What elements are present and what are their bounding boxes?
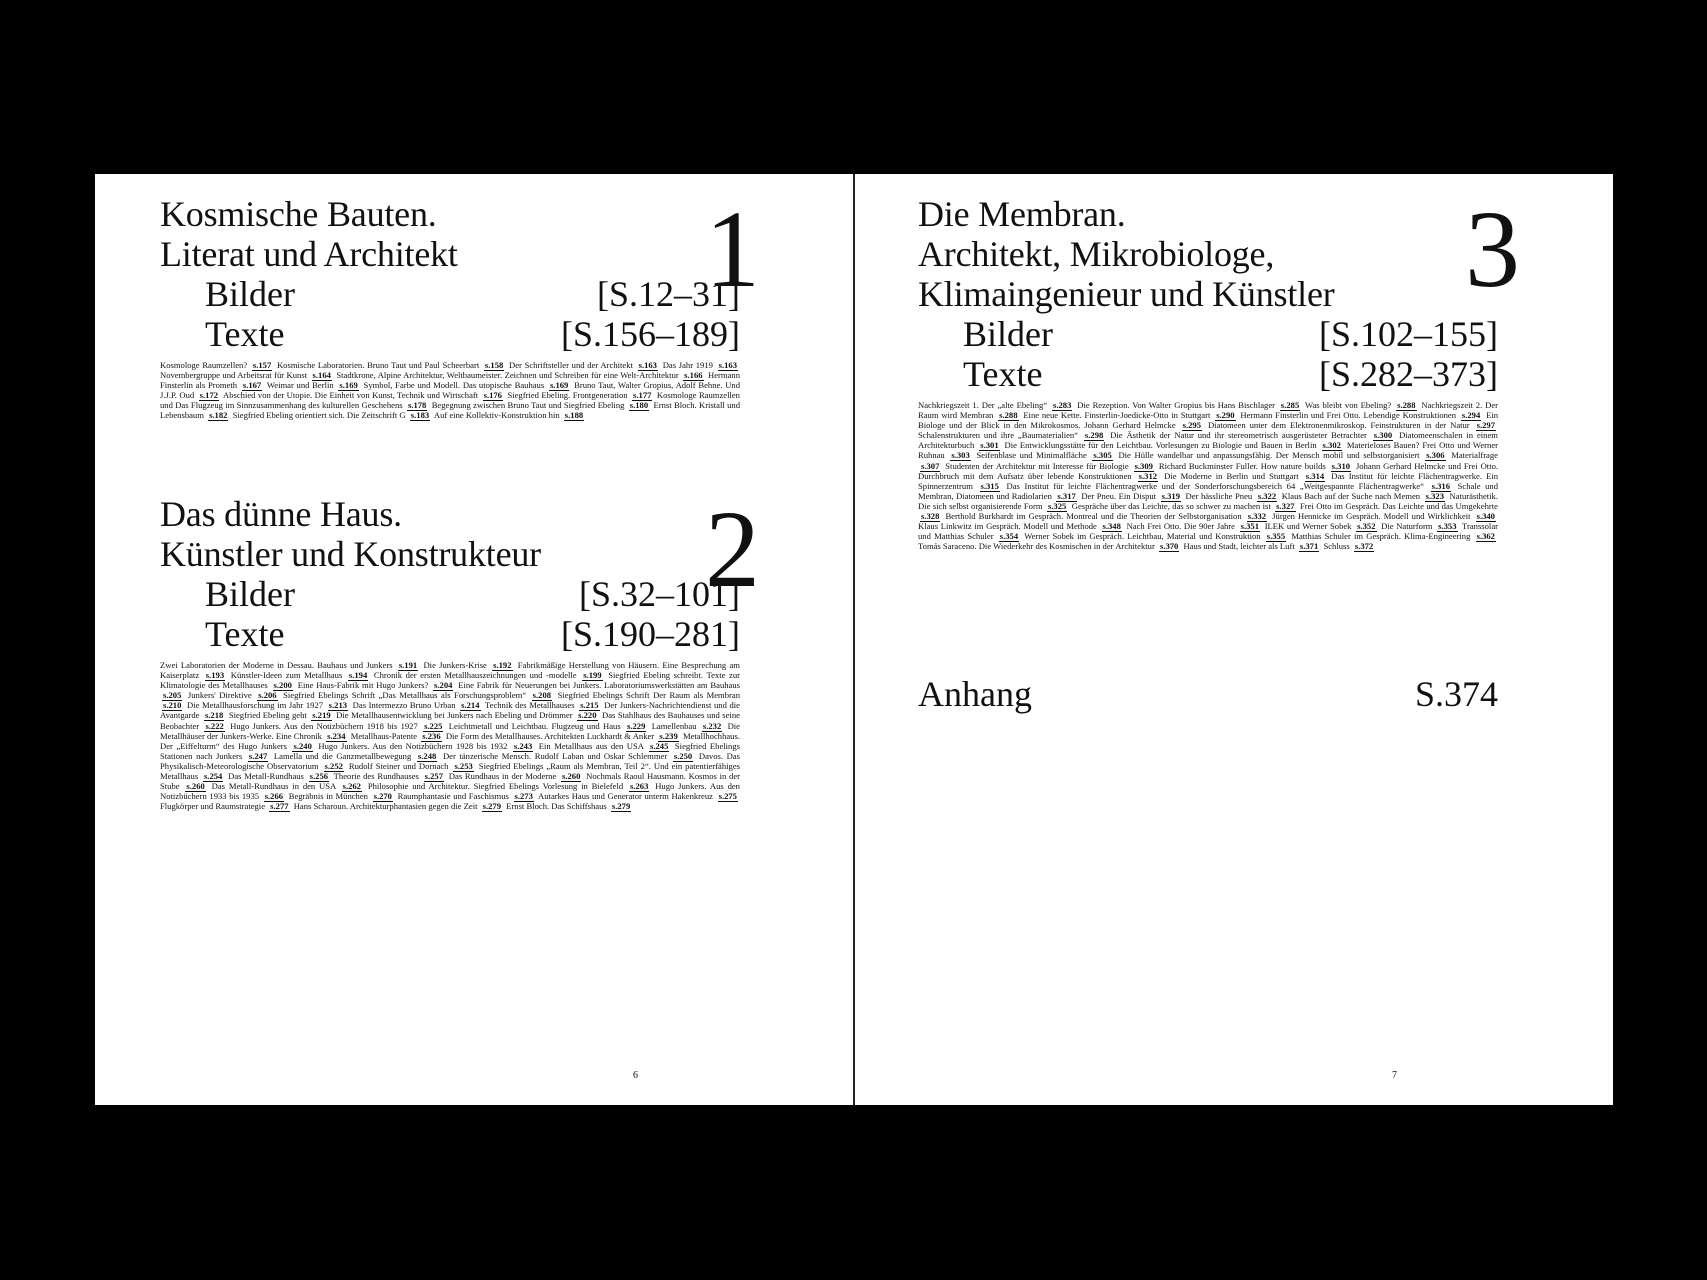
toc-page-ref[interactable]: s.214 — [461, 700, 480, 711]
toc-entry-title: Nachkriegszeit 1. Der „alte Ebeling“ — [918, 400, 1051, 410]
toc-entry-title: Metallhaus-Patente — [350, 730, 420, 741]
bilder-row — [160, 574, 740, 614]
toc-page-ref[interactable]: s.236 — [422, 730, 441, 741]
toc-entry-title: Hans Scharoun. Architekturphantasien gegen die Zeit — [293, 801, 480, 812]
toc-entry-title: Das Institut für leichte Flächentragwerke und der Sonderforschungsbereich 64 „Weitgespannte Flächentragwerke“ — [1006, 480, 1429, 491]
toc-entry-title: Eine neue Kette. Finsterlin-Joedicke-Otto in Stuttgart — [1023, 410, 1214, 421]
toc-page-ref[interactable]: s.222 — [205, 720, 224, 731]
texte-label: Texte — [205, 614, 285, 654]
toc-page-ref[interactable]: s.218 — [204, 710, 224, 721]
toc-entry-title: Das Intermezzo Bruno Urban — [352, 700, 459, 711]
toc-entry-title: Begräbnis in München — [288, 791, 371, 802]
toc-page-ref[interactable]: s.285 — [1280, 400, 1300, 410]
toc-page-ref[interactable]: s.229 — [626, 720, 646, 731]
toc-page-ref[interactable]: s.263 — [630, 781, 649, 792]
toc-entries — [160, 660, 740, 811]
toc-entry-title: Klaus Bach auf der Suche nach Memen — [1281, 490, 1423, 501]
toc-page-ref[interactable]: s.164 — [312, 370, 331, 381]
toc-page-ref[interactable]: s.348 — [1102, 521, 1121, 532]
toc-page-ref[interactable]: s.256 — [309, 771, 329, 782]
toc-entries — [160, 360, 740, 421]
toc-page-ref[interactable]: s.213 — [328, 700, 348, 711]
toc-page-ref[interactable]: s.200 — [273, 680, 292, 691]
toc-entry-title: Stadtkrone, Alpine Architektur, Weltbaumeister. Zeichnen und Schreiben für eine Welt-Architektur — [336, 370, 682, 381]
chapter-number: 2 — [705, 488, 760, 610]
toc-entry-title: Schluss — [1323, 541, 1352, 552]
chapter-title: Kosmische Bauten. — [160, 194, 437, 234]
toc-page-ref[interactable]: s.247 — [248, 750, 268, 761]
chapter-3 — [918, 194, 1498, 551]
toc-page-ref[interactable]: s.316 — [1431, 480, 1450, 491]
toc-page-ref[interactable]: s.372 — [1354, 541, 1374, 552]
toc-page-ref[interactable]: s.290 — [1216, 410, 1235, 421]
toc-page-ref[interactable]: s.215 — [580, 700, 599, 711]
toc-entry-title: Ein Metallhaus aus den USA — [538, 740, 647, 751]
toc-page-ref[interactable]: s.310 — [1331, 460, 1351, 471]
toc-entry-title: Das Metall-Rundhaus — [228, 771, 307, 782]
bilder-range: [S.102–155] — [1319, 314, 1498, 354]
toc-page-ref[interactable]: s.205 — [163, 690, 182, 701]
toc-entry-title: Kosmische Laboratorien. Bruno Taut und Paul Scheerbart — [276, 360, 482, 370]
toc-entry-title: Eine Haus-Fabrik mit Hugo Junkers? — [297, 680, 432, 691]
toc-entry-title: Diatomeenschalen in einem Architekturbuch — [918, 430, 1498, 451]
toc-page-ref[interactable]: s.169 — [339, 380, 358, 391]
bilder-label: Bilder — [205, 274, 295, 314]
toc-page-ref[interactable]: s.340 — [1476, 511, 1495, 522]
chapter-number: 3 — [1465, 188, 1520, 310]
toc-entry-title: Der hässliche Pneu — [1185, 490, 1255, 501]
toc-page-ref[interactable]: s.262 — [342, 781, 361, 792]
toc-entry-title: Weimar und Berlin — [266, 380, 337, 391]
texte-range: [S.156–189] — [561, 314, 740, 354]
toc-entry-title: Jürgen Hennicke im Gespräch. Modell und Wirklichkeit — [1272, 511, 1474, 522]
toc-entry-title: Schale und Membran, Diatomeen und Radiolarien — [918, 480, 1499, 501]
texte-row — [160, 614, 740, 654]
toc-entry-title: Siegfried Ebelings Schrift „Das Metallhaus als Forschungsproblem“ — [283, 690, 530, 701]
toc-entry-title: Die Hülle wandelbar und anpassungsfähig. Der Mensch mobil und selbstorganisiert — [1118, 450, 1424, 461]
toc-entry-title: Studenten der Architektur mit Interesse für Biologie — [945, 460, 1132, 471]
toc-entry-title: Lamella und die Ganzmetallbewegung — [273, 750, 415, 761]
toc-page-ref[interactable]: s.252 — [324, 760, 343, 771]
toc-page-ref[interactable]: s.302 — [1322, 440, 1341, 451]
toc-entry-title: Symbol, Farbe und Modell. Das utopische Bauhaus — [363, 380, 547, 391]
toc-entry-title: Was bleibt von Ebeling? — [1305, 400, 1395, 410]
toc-entry-title: Materieloses Bauen? Frei Otto und Werner Ruhnau — [918, 440, 1499, 461]
chapter-title: Das dünne Haus. — [160, 494, 402, 534]
toc-entry-title: Transsolar und Matthias Schuler — [918, 521, 1499, 542]
toc-page-ref[interactable]: s.180 — [629, 400, 649, 411]
toc-page-ref[interactable]: s.172 — [199, 390, 219, 401]
bilder-range: [S.12–31] — [597, 274, 740, 314]
toc-page-ref[interactable]: s.208 — [532, 690, 552, 701]
anhang-section — [918, 674, 1498, 714]
toc-page-ref[interactable]: s.183 — [410, 410, 430, 421]
toc-entry-title: Bruno Taut, Walter Gropius, Adolf Behne. Und J.J.P. Oud — [160, 380, 741, 401]
toc-page-ref[interactable]: s.288 — [999, 410, 1018, 421]
toc-page-ref[interactable]: s.253 — [454, 760, 473, 771]
toc-page-ref[interactable]: s.234 — [327, 730, 346, 741]
page-number: 7 — [1392, 1070, 1397, 1081]
toc-entry-title: Davos. Das Physikalisch-Meteorologische Observatorium — [160, 750, 740, 771]
toc-page-ref[interactable]: s.166 — [684, 370, 703, 381]
toc-page-ref[interactable]: s.266 — [264, 791, 284, 802]
chapter-subtitle: Künstler und Konstrukteur — [160, 534, 541, 574]
toc-page-ref[interactable]: s.257 — [424, 771, 444, 782]
toc-entry-title: Das Institut für leichte Flächentragwerke. Ein Spinnerzentrum — [918, 470, 1498, 491]
toc-entry-title: Die Metallhausforschung im Jahr 1927 — [187, 700, 326, 711]
toc-entry-title: Junkers' Direktive — [187, 690, 256, 701]
toc-page-ref[interactable]: s.353 — [1438, 521, 1457, 532]
chapter-2 — [160, 494, 740, 811]
toc-page-ref[interactable]: s.352 — [1357, 521, 1376, 532]
toc-entry-title: Seifenblase und Minimalfläche — [976, 450, 1091, 461]
toc-entry-title: Chronik der ersten Metallhauszeichnungen und -modelle — [373, 670, 581, 681]
toc-entry-title: Frei Otto im Gespräch. Das Leichte und das Umgekehrte — [1299, 500, 1498, 511]
toc-page-ref[interactable]: s.323 — [1425, 490, 1444, 501]
toc-entry-title: Rudolf Steiner und Dornach — [348, 760, 452, 771]
bilder-label: Bilder — [963, 314, 1053, 354]
toc-page-ref[interactable]: s.312 — [1138, 470, 1158, 481]
texte-label: Texte — [963, 354, 1043, 394]
toc-entry-title: Der tänzerische Mensch. Rudolf Laban und Oskar Schlemmer — [442, 750, 671, 761]
toc-page-ref[interactable]: s.204 — [434, 680, 453, 691]
toc-entry-title: Siegfried Ebelings „Raum als Membran, Teil 2“. Und ein patentierfähiges Metallhaus — [160, 760, 740, 782]
toc-entry-title: Abschied von der Utopie. Die Einheit von Kunst, Technik und Wirtschaft — [223, 390, 481, 401]
toc-page-ref[interactable]: s.225 — [424, 720, 443, 731]
anhang-row — [918, 674, 1498, 714]
toc-entry-title: Künstler-Ideen zum Metallhaus — [230, 670, 346, 681]
toc-page-ref[interactable]: s.167 — [242, 380, 262, 391]
toc-entry-title: Die Entwicklungsstätte für den Leichtbau. Vorlesungen zu Biologie und Bauen in Berlin — [1004, 440, 1320, 451]
toc-entry-title: Lamellenbau — [651, 720, 700, 731]
toc-entry-title: Kosmologe Raumzellen? — [160, 360, 250, 370]
anhang-label: Anhang — [918, 674, 1032, 714]
toc-entry-title: Theorie des Rundhauses — [333, 771, 422, 782]
toc-entry-title: Siegfried Ebeling geht — [228, 710, 310, 721]
bilder-row — [160, 274, 740, 314]
texte-row — [918, 354, 1498, 394]
toc-page-ref[interactable]: s.260 — [561, 771, 581, 782]
chapter-1 — [160, 194, 740, 421]
toc-page-ref[interactable]: s.273 — [514, 791, 533, 802]
toc-entry-title: Nochmals Raoul Hausmann. Kosmos in der Stube — [160, 771, 741, 792]
texte-label: Texte — [205, 314, 285, 354]
toc-page-ref[interactable]: s.192 — [493, 660, 512, 670]
toc-entry-title: Auf eine Kollektiv-Konstruktion hin — [433, 410, 562, 421]
toc-entries — [918, 400, 1498, 551]
texte-row — [160, 314, 740, 354]
toc-page-ref[interactable]: s.260 — [186, 781, 205, 792]
toc-page-ref[interactable]: s.294 — [1461, 410, 1481, 421]
toc-page-ref[interactable]: s.275 — [718, 791, 737, 802]
toc-entry-title: Zwei Laboratorien der Moderne in Dessau. Bauhaus und Junkers — [160, 660, 396, 670]
toc-page-ref[interactable]: s.314 — [1305, 470, 1325, 481]
toc-page-ref[interactable]: s.315 — [980, 480, 999, 491]
toc-entry-title: Das Jahr 1919 — [662, 360, 716, 370]
chapter-subtitle: Literat und Architekt — [160, 234, 458, 274]
right-page — [855, 174, 1613, 1105]
toc-entry-title: Philosophie und Architektur. Siegfried Ebelings Vorlesung in Bielefeld — [367, 781, 627, 792]
toc-entry-title: Die Metallhausentwicklung bei Junkers nach Ebeling und Drömmer — [336, 710, 576, 721]
toc-page-ref[interactable]: s.240 — [293, 740, 312, 751]
toc-page-ref[interactable]: s.301 — [980, 440, 999, 451]
toc-entry-title: Richard Buckminster Fuller. How nature builds — [1158, 460, 1329, 471]
chapter-subtitle: Klimaingenieur und Künstler — [918, 274, 1335, 314]
toc-entry-title: Leichtmetall und Leichtbau. Flugzeug und Haus — [448, 720, 624, 731]
toc-entry-title: Berthold Burkhardt im Gespräch. Montreal und die Theorien der Selbstorganisation — [945, 511, 1245, 522]
bilder-range: [S.32–101] — [579, 574, 740, 614]
toc-entry-title: ILEK und Werner Sobek — [1264, 521, 1355, 532]
toc-entry-title: Naturästhetik. Die sich selbst organisierende Form — [918, 490, 1498, 511]
toc-page-ref[interactable]: s.254 — [203, 771, 223, 782]
toc-page-ref[interactable]: s.305 — [1093, 450, 1112, 461]
toc-page-ref[interactable]: s.351 — [1240, 521, 1260, 532]
toc-page-ref[interactable]: s.178 — [407, 400, 427, 411]
toc-page-ref[interactable]: s.362 — [1476, 531, 1495, 542]
chapter-subtitle: Architekt, Mikrobiologe, — [918, 234, 1275, 274]
toc-page-ref[interactable]: s.306 — [1426, 450, 1445, 461]
toc-page-ref[interactable]: s.194 — [348, 670, 368, 681]
toc-entry-title: Klaus Linkwitz im Gespräch. Modell und Methode — [918, 521, 1100, 532]
toc-entry-title: Hugo Junkers. Aus den Notizbüchern 1928 bis 1932 — [318, 740, 511, 751]
toc-entry-title: Nachkriegszeit 2. Der Raum wird Membran — [918, 400, 1498, 421]
toc-entry-title: Technik des Metallhauses — [484, 700, 578, 711]
toc-entry-title: Hermann Finsterlin als Prometh — [160, 370, 740, 391]
toc-entry-title: Die Form des Metallhauses. Architekten Luckhardt & Anker — [445, 730, 657, 741]
toc-entry-title: Die Naturform — [1381, 521, 1436, 532]
toc-page-ref[interactable]: s.270 — [373, 791, 392, 802]
toc-page-ref[interactable]: s.232 — [702, 720, 722, 731]
toc-page-ref[interactable]: s.158 — [484, 360, 504, 370]
toc-page-ref[interactable]: s.277 — [270, 801, 289, 812]
toc-entry-title: Der Schriftsteller und der Architekt — [509, 360, 636, 370]
toc-page-ref[interactable]: s.163 — [718, 360, 738, 370]
toc-entry-title: Die Ästhetik der Natur und ihr stereometrisch ausgerüsteter Betrachter — [1110, 430, 1371, 441]
toc-entry-title: Hugo Junkers. Aus den Notizbüchern 1933 bis 1935 — [160, 781, 740, 802]
toc-page-ref[interactable]: s.370 — [1159, 541, 1179, 552]
toc-entry-title: Siegfried Ebelings Schrift Der Raum als Membran — [557, 690, 740, 701]
toc-entry-title: Materialfrage — [1451, 450, 1498, 461]
toc-page-ref[interactable]: s.219 — [312, 710, 331, 721]
toc-page-ref[interactable]: s.327 — [1276, 500, 1295, 511]
toc-page-ref[interactable]: s.300 — [1373, 430, 1393, 441]
toc-entry-title: Novembergruppe und Arbeitsrat für Kunst — [160, 370, 310, 381]
toc-entry-title: Raumphantasie und Faschismus — [397, 791, 512, 802]
toc-page-ref[interactable]: s.188 — [564, 410, 584, 421]
toc-entry-title: Autarkes Haus und Generator unterm Hakenkreuz — [538, 791, 716, 802]
toc-entry-title: Diatomeen unter dem Elektronenmikroskop. Feinstrukturen in der Natur — [1207, 420, 1474, 431]
toc-entry-title: Ein Biologe und der Blick in den Mikrokosmos. Johann Gerhard Helmcke — [918, 410, 1498, 431]
toc-page-ref[interactable]: s.303 — [951, 450, 970, 461]
page-number: 6 — [633, 1070, 638, 1081]
toc-entry-title: Das Rundhaus in der Moderne — [448, 771, 559, 782]
toc-entry-title: Ernst Bloch. Das Schiffshaus — [506, 801, 609, 812]
toc-page-ref[interactable]: s.199 — [583, 670, 602, 681]
toc-page-ref[interactable]: s.248 — [417, 750, 437, 761]
toc-page-ref[interactable]: s.279 — [482, 801, 502, 812]
toc-page-ref[interactable]: s.319 — [1161, 490, 1180, 501]
toc-entry-title: Flugkörper und Raumstrategie — [160, 801, 268, 812]
toc-entry-title: Die Moderne in Berlin und Stuttgart — [1164, 470, 1303, 481]
toc-page-ref[interactable]: s.297 — [1476, 420, 1496, 431]
toc-entry-title: Die Metallhäuser der Junkers-Werke. Eine Chronik — [160, 720, 740, 741]
chapter-title: Die Membran. — [918, 194, 1126, 234]
toc-entry-title: Werner Sobek im Gespräch. Leichtbau, Material und Konstruktion — [1024, 531, 1264, 542]
left-page — [95, 174, 853, 1105]
anhang-page: S.374 — [1414, 674, 1498, 714]
toc-page-ref[interactable]: s.371 — [1299, 541, 1319, 552]
toc-page-ref[interactable]: s.157 — [252, 360, 272, 370]
toc-page-ref[interactable]: s.279 — [611, 801, 631, 812]
toc-page-ref[interactable]: s.354 — [999, 531, 1019, 542]
toc-page-ref[interactable]: s.307 — [921, 460, 940, 471]
toc-entry-title: Tomás Saraceno. Die Wiederkehr des Kosmischen in der Architektur — [918, 541, 1157, 552]
toc-page-ref[interactable]: s.239 — [659, 730, 678, 741]
toc-entry-title: Nach Frei Otto. Die 90er Jahre — [1126, 521, 1238, 532]
toc-page-ref[interactable]: s.210 — [163, 700, 182, 711]
toc-entry-title: Metallhochhaus. Der „Eiffelturm“ des Hugo Junkers — [160, 730, 740, 751]
chapter-number: 1 — [705, 188, 760, 310]
toc-entry-title: Gespräche über das Leichte, das so schwer zu machen ist — [1071, 500, 1274, 511]
toc-entry-title: Haus und Stadt, leichter als Luft — [1183, 541, 1297, 552]
texte-range: [S.282–373] — [1319, 354, 1498, 394]
toc-entry-title: Schalenstrukturen und ihre „Baumaterialien“ — [918, 430, 1082, 441]
toc-entry-title: Das Metall-Rundhaus in den USA — [211, 781, 340, 792]
toc-page-ref[interactable]: s.191 — [398, 660, 418, 670]
toc-entry-title: Eine Fabrik für Neuerungen bei Junkers. Laboratoriumswerkstätten am Bauhaus — [458, 680, 740, 691]
toc-page-ref[interactable]: s.332 — [1247, 511, 1267, 522]
toc-page-ref[interactable]: s.176 — [483, 390, 502, 401]
toc-entry-title: Siegfried Ebeling schreibt. Texte zur Klimatologie des Metallhauses — [160, 670, 740, 691]
toc-entry-title: Fabrikmäßige Herstellung von Häusern. Eine Besprechung am Kaiserplatz — [160, 660, 740, 681]
toc-entry-title: Hugo Junkers. Aus den Notizbüchern 1918 bis 1927 — [230, 720, 422, 731]
toc-page-ref[interactable]: s.250 — [673, 750, 693, 761]
toc-entry-title: Hermann Finsterlin und Frei Otto. Lebendige Konstruktionen — [1240, 410, 1459, 421]
toc-entry-title: Ernst Bloch. Kristall und Lebensbaum — [160, 400, 740, 421]
toc-page-ref[interactable]: s.193 — [205, 670, 225, 681]
toc-page-ref[interactable]: s.245 — [650, 740, 669, 751]
toc-page-ref[interactable]: s.309 — [1134, 460, 1153, 471]
texte-range: [S.190–281] — [561, 614, 740, 654]
toc-page-ref[interactable]: s.182 — [209, 410, 228, 421]
toc-page-ref[interactable]: s.325 — [1047, 500, 1067, 511]
toc-entry-title: Der Pneu. Ein Disput — [1081, 490, 1159, 501]
toc-entry-title: Die Junkers-Krise — [423, 660, 491, 670]
toc-page-ref[interactable]: s.206 — [258, 690, 277, 701]
toc-page-ref[interactable]: s.288 — [1397, 400, 1416, 410]
toc-page-ref[interactable]: s.283 — [1053, 400, 1072, 410]
toc-entry-title: Die Rezeption. Von Walter Gropius bis Hans Bischlager — [1077, 400, 1278, 410]
toc-entry-title: Der Junkers-Nachrichtendienst und die Avantgarde — [160, 700, 740, 721]
toc-entry-title: Kosmologe Raumzellen und Das Flugzeug im Sinnzusammenhang des kulturellen Geschehens — [160, 390, 740, 411]
toc-page-ref[interactable]: s.317 — [1057, 490, 1076, 501]
toc-entry-title: Siegfried Ebeling orientiert sich. Die Zeitschrift G — [232, 410, 408, 421]
bilder-label: Bilder — [205, 574, 295, 614]
toc-page-ref[interactable]: s.355 — [1266, 531, 1286, 542]
toc-page-ref[interactable]: s.220 — [578, 710, 597, 721]
toc-entry-title: Siegfried Ebelings Stationen nach Junkers — [160, 740, 740, 761]
toc-entry-title: Das Stahlhaus des Bauhauses und seine Beobachter — [160, 710, 740, 731]
toc-page-ref[interactable]: s.298 — [1084, 430, 1104, 441]
toc-entry-title: Matthias Schuler im Gespräch. Klima-Engineering — [1291, 531, 1474, 542]
toc-entry-title: Siegfried Ebeling. Frontgeneration — [507, 390, 631, 401]
toc-page-ref[interactable]: s.322 — [1257, 490, 1277, 501]
toc-entry-title: Begegnung zwischen Bruno Taut und Siegfried Ebeling — [431, 400, 627, 411]
toc-page-ref[interactable]: s.177 — [633, 390, 652, 401]
toc-page-ref[interactable]: s.328 — [921, 511, 940, 522]
bilder-row — [918, 314, 1498, 354]
toc-page-ref[interactable]: s.295 — [1182, 420, 1202, 431]
toc-page-ref[interactable]: s.169 — [549, 380, 569, 391]
toc-page-ref[interactable]: s.243 — [513, 740, 533, 751]
toc-page-ref[interactable]: s.163 — [638, 360, 657, 370]
toc-entry-title: Johann Gerhard Helmcke und Frei Otto. Durchbruch mit dem Aufsatz über lebende Konstruktionen — [918, 460, 1499, 481]
